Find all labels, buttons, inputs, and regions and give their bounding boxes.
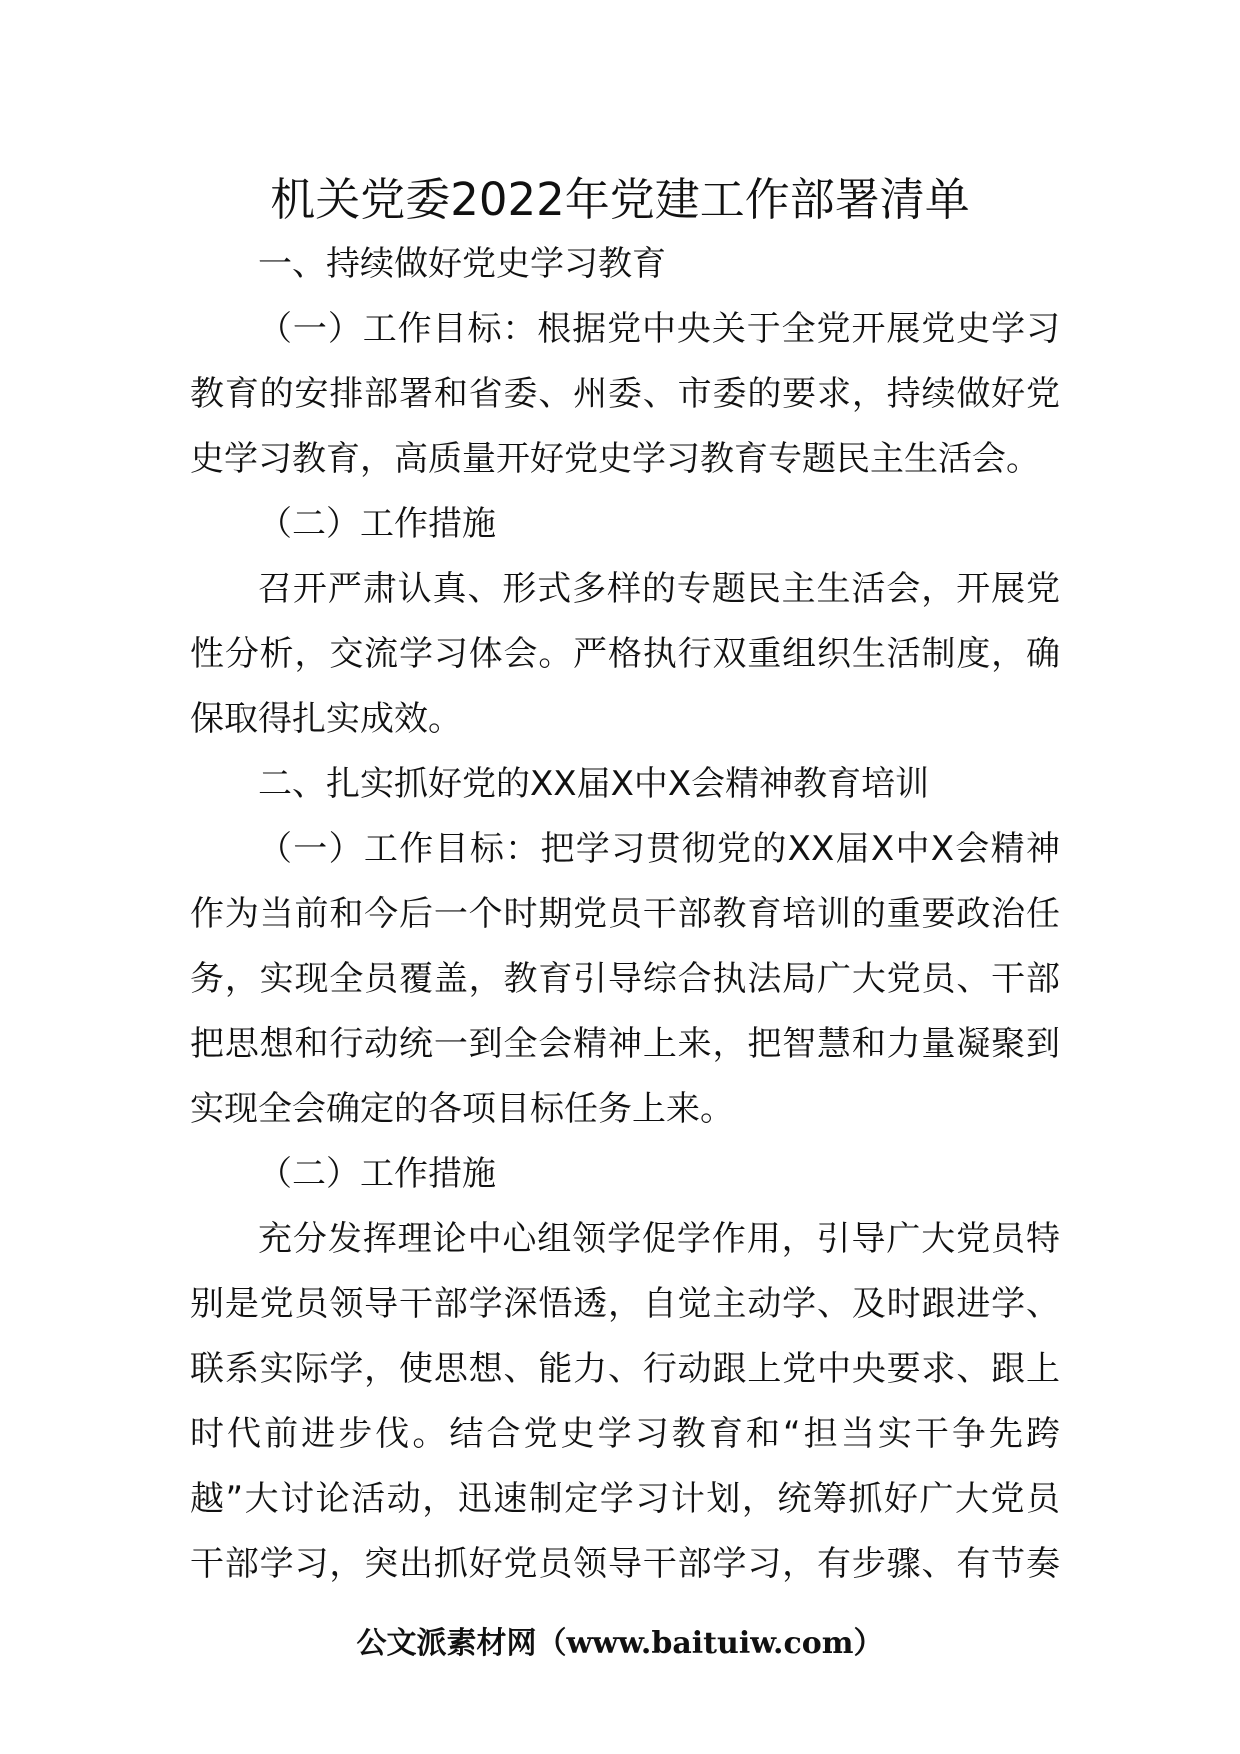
subsection-heading: （二）工作措施: [258, 504, 496, 544]
paragraph-line: 作为当前和今后一个时期党员干部教育培训的重要政治任: [190, 894, 1060, 934]
paragraph-line: 充分发挥理论中心组领学促学作用，引导广大党员特: [258, 1219, 1060, 1259]
paragraph-line: 召开严肃认真、形式多样的专题民主生活会，开展党: [258, 569, 1060, 609]
paragraph-line: 性分析，交流学习体会。严格执行双重组织生活制度，确: [190, 634, 1060, 674]
document-title: 机关党委2022年党建工作部署清单: [270, 173, 970, 226]
paragraph-line: 史学习教育，高质量开好党史学习教育专题民主生活会。: [190, 439, 1040, 479]
paragraph-line: 把思想和行动统一到全会精神上来，把智慧和力量凝聚到: [190, 1024, 1060, 1064]
subsection-heading: （二）工作措施: [258, 1154, 496, 1194]
footer-watermark: 公文派素材网（www.baituiw.com）: [356, 1626, 884, 1661]
section-heading-1: 一、持续做好党史学习教育: [258, 244, 666, 284]
paragraph-line: 保取得扎实成效。: [190, 699, 462, 739]
paragraph-line: 联系实际学，使思想、能力、行动跟上党中央要求、跟上: [190, 1349, 1060, 1389]
paragraph-line: 务，实现全员覆盖，教育引导综合执法局广大党员、干部: [190, 959, 1060, 999]
paragraph-line: （一）工作目标：根据党中央关于全党开展党史学习: [258, 309, 1060, 349]
paragraph-line: （一）工作目标：把学习贯彻党的XX届X中X会精神: [258, 829, 1060, 869]
paragraph-line: 实现全会确定的各项目标任务上来。: [190, 1089, 734, 1129]
paragraph-line: 时代前进步伐。结合党史学习教育和“担当实干争先跨: [190, 1414, 1060, 1454]
paragraph-line: 别是党员领导干部学深悟透，自觉主动学、及时跟进学、: [190, 1284, 1060, 1324]
paragraph-line: 干部学习，突出抓好党员领导干部学习，有步骤、有节奏: [190, 1544, 1060, 1584]
paragraph-line: 教育的安排部署和省委、州委、市委的要求，持续做好党: [190, 374, 1060, 414]
section-heading-2: 二、扎实抓好党的XX届X中X会精神教育培训: [258, 764, 930, 804]
paragraph-line: 越”大讨论活动，迅速制定学习计划，统筹抓好广大党员: [190, 1479, 1060, 1519]
